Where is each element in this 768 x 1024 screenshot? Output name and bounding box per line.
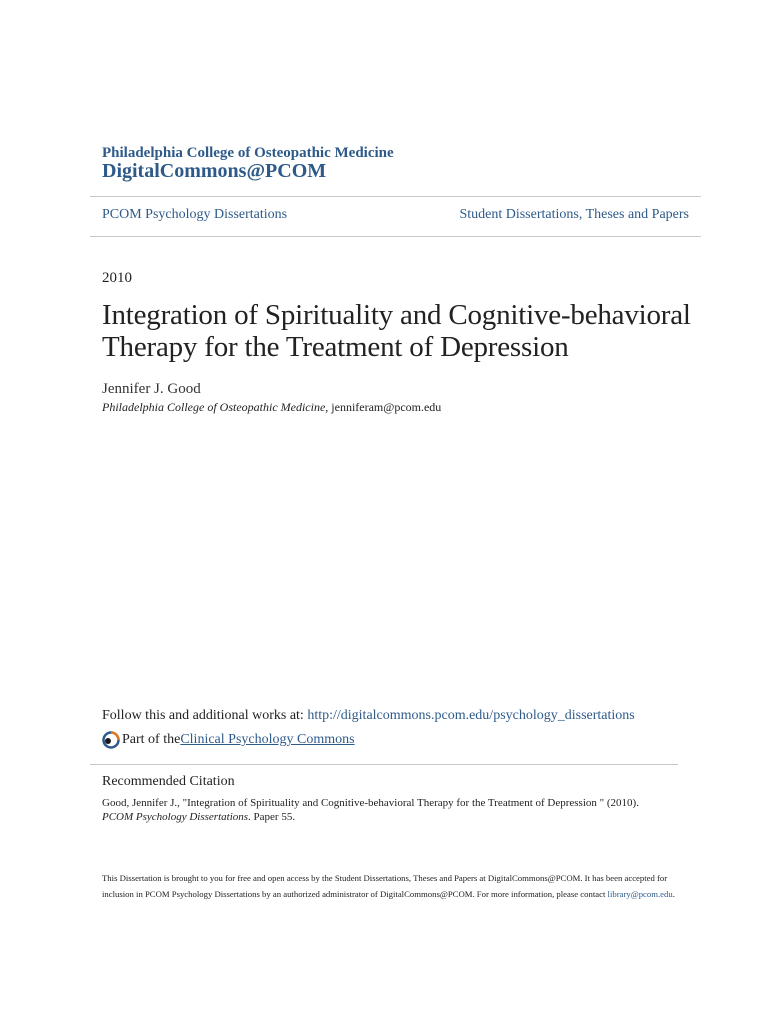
psychology-dissertations-link[interactable]: PCOM Psychology Dissertations <box>102 207 288 222</box>
affiliation-institution: Philadelphia College of Osteopathic Medicine <box>102 400 326 414</box>
header-divider-top <box>90 196 701 197</box>
part-of-line <box>102 731 355 749</box>
library-email-link[interactable]: library@pcom.edu <box>607 889 673 899</box>
citation-heading: Recommended Citation <box>102 774 235 789</box>
citation-series: PCOM Psychology Dissertations <box>102 811 249 823</box>
student-dissertations-link[interactable]: Student Dissertations, Theses and Papers <box>459 207 689 222</box>
clinical-psychology-commons-link[interactable]: Clinical Psychology Commons <box>180 732 355 747</box>
network-icon <box>102 731 120 749</box>
footer-period: . <box>672 889 675 899</box>
follow-label: Follow this and additional works at: <box>102 708 308 723</box>
footer-text: This Dissertation is brought to you for free and open access by the Student Dissertations, Theses and Papers at DigitalCommons@PCOM. It has been accepted for inclusion in PCOM Psychology Dissertations by an authorized administrator of DigitalCommons@PCOM. For more information, please contact <box>102 873 668 899</box>
follow-url-link[interactable]: http://digitalcommons.pcom.edu/psychology_dissertations <box>307 708 635 723</box>
document-title: Integration of Spirituality and Cognitive-behavioral Therapy for the Treatment of Depression <box>102 299 691 363</box>
citation-plain: Good, Jennifer J., "Integration of Spirituality and Cognitive-behavioral Therapy for the Treatment of Depression " (2010). <box>102 797 639 809</box>
citation-suffix: . Paper 55. <box>248 811 296 823</box>
publication-year: 2010 <box>102 270 132 286</box>
part-of-label: Part of the <box>122 732 181 747</box>
author-name: Jennifer J. Good <box>102 381 201 397</box>
citation-text <box>102 796 662 824</box>
institution-name[interactable]: Philadelphia College of Osteopathic Medicine <box>102 145 394 161</box>
footer-notice <box>102 870 677 902</box>
citation-divider <box>90 764 678 765</box>
author-email: , jenniferam@pcom.edu <box>325 400 442 414</box>
follow-line <box>102 708 635 724</box>
repository-name[interactable]: DigitalCommons@PCOM <box>102 160 327 182</box>
header-divider-bottom <box>90 236 701 237</box>
author-affiliation <box>102 400 441 415</box>
